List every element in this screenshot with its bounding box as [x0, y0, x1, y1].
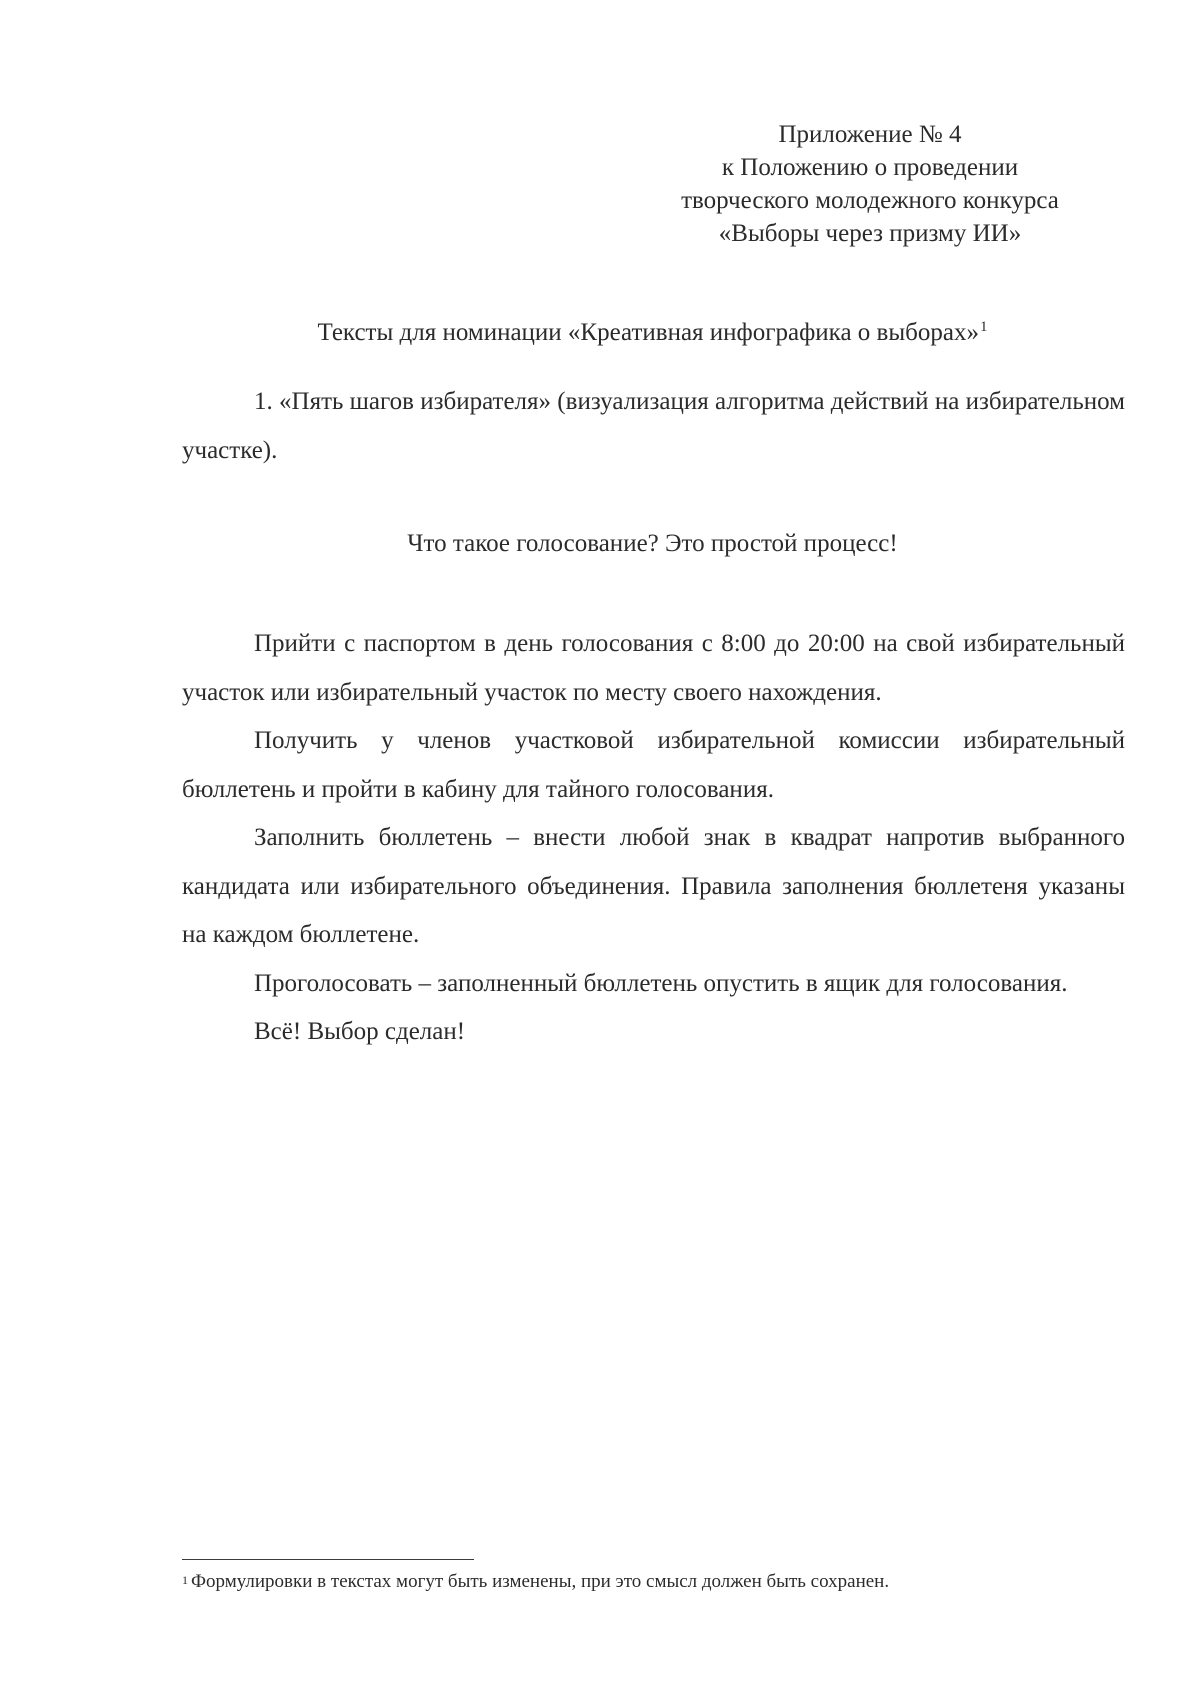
footnote-mark: 1	[182, 1573, 188, 1587]
appendix-line: творческого молодежного конкурса	[681, 187, 1059, 214]
footnote	[182, 1569, 1142, 1595]
step-paragraph: Получить у членов участковой избирательной комиссии избирательный бюллетень и пройти в кабину для тайного голосования.	[182, 727, 1125, 803]
step-paragraph: Заполнить бюллетень – внести любой знак в квадрат напротив выбранного кандидата или избирательного объединения. Правила заполнения бюллетеня указаны на каждом бюллетене.	[182, 824, 1125, 948]
step-paragraph: Проголосовать – заполненный бюллетень опустить в ящик для голосования.	[254, 969, 1068, 997]
steps-list	[182, 620, 1125, 1057]
appendix-header	[640, 118, 1100, 250]
heading-footnote-mark: 1	[979, 319, 988, 335]
heading-text: Тексты для номинации «Креативная инфографика о выборах»	[317, 319, 979, 346]
nomination-paragraph: 1. «Пять шагов избирателя» (визуализация алгоритма действий на избирательном участке).	[182, 388, 1125, 464]
nomination-block	[182, 378, 1125, 475]
document-heading	[180, 316, 1125, 350]
appendix-line: «Выборы через призму ИИ»	[718, 220, 1022, 247]
footnote-text: Формулировки в текстах могут быть изменены, при это смысл должен быть сохранен.	[191, 1571, 890, 1592]
step-paragraph: Всё! Выбор сделан!	[254, 1018, 466, 1045]
question-heading: Что такое голосование? Это простой процесс!	[407, 530, 898, 557]
step-paragraph: Прийти с паспортом в день голосования с 8:00 до 20:00 на свой избирательный участок или избирательный участок по месту своего нахождения.	[182, 630, 1125, 706]
footnote-separator	[182, 1559, 474, 1560]
appendix-line: Приложение № 4	[778, 121, 962, 148]
appendix-line: к Положению о проведении	[721, 154, 1019, 181]
